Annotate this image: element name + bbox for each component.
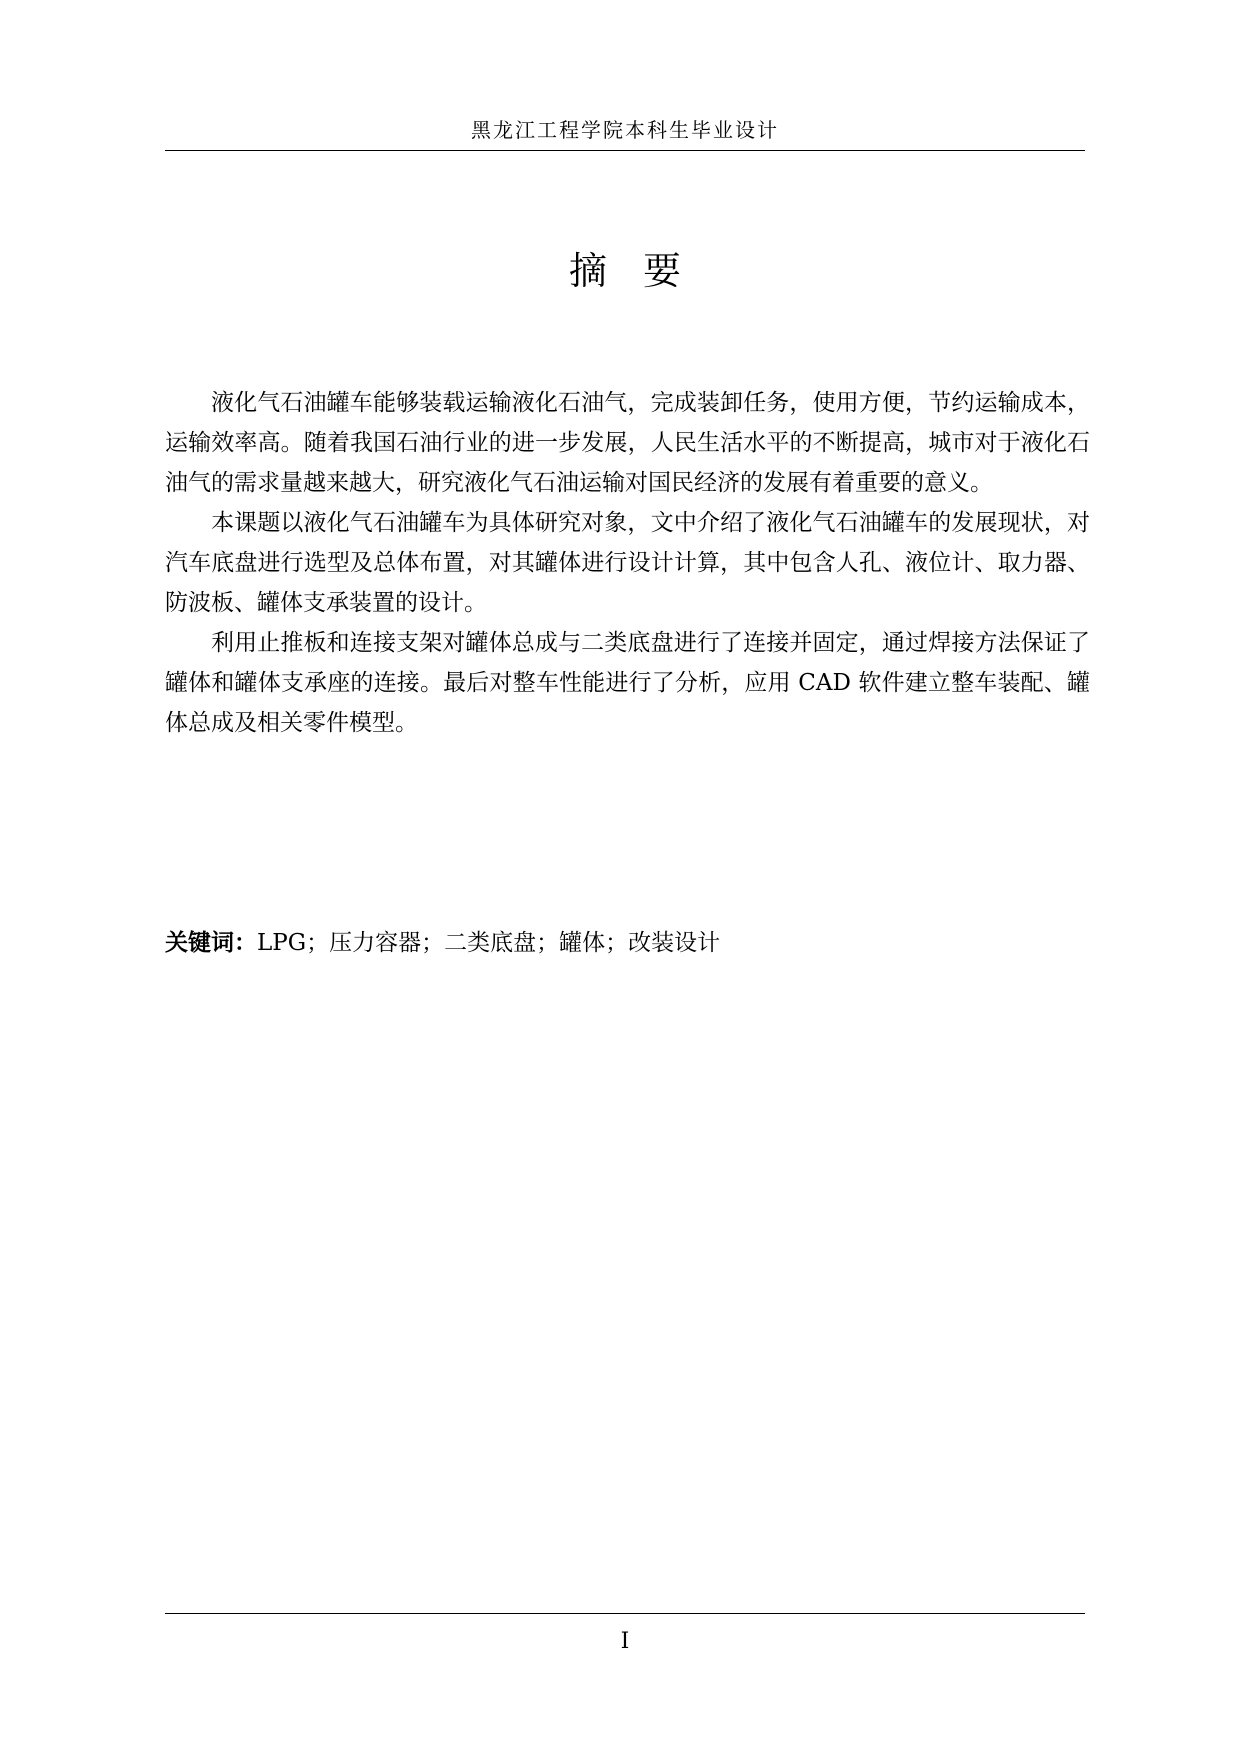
abstract-title bbox=[165, 246, 1085, 296]
keywords-text: LPG；压力容器；二类底盘；罐体；改装设计 bbox=[257, 930, 721, 956]
abstract-title-char-1: 摘 bbox=[568, 249, 607, 293]
footer-rule bbox=[165, 1613, 1085, 1614]
keywords-label: 关键词： bbox=[165, 930, 257, 956]
abstract-paragraph-3: 利用止推板和连接支架对罐体总成与二类底盘进行了连接并固定，通过焊接方法保证了罐体和罐体支承座的连接。最后对整车性能进行了分析，应用 CAD 软件建立整车装配、罐体总成及相关零件模型。 bbox=[165, 630, 1090, 736]
abstract-title-char-2: 要 bbox=[643, 249, 682, 293]
abstract-paragraph-2: 本课题以液化气石油罐车为具体研究对象，文中介绍了液化气石油罐车的发展现状，对汽车底盘进行选型及总体布置，对其罐体进行设计计算，其中包含人孔、液位计、取力器、防波板、罐体支承装置的设计。 bbox=[165, 510, 1090, 616]
page-number: I bbox=[620, 1629, 630, 1654]
abstract-paragraph-1: 液化气石油罐车能够装载运输液化石油气，完成装卸任务，使用方便，节约运输成本，运输效率高。随着我国石油行业的进一步发展，人民生活水平的不断提高，城市对于液化石油气的需求量越来越大，研究液化气石油运输对国民经济的发展有着重要的意义。 bbox=[165, 390, 1090, 496]
running-header: 黑龙江工程学院本科生毕业设计 bbox=[471, 118, 779, 142]
header-rule bbox=[165, 150, 1085, 151]
abstract-body bbox=[165, 383, 1090, 743]
keywords-line bbox=[165, 923, 1090, 963]
